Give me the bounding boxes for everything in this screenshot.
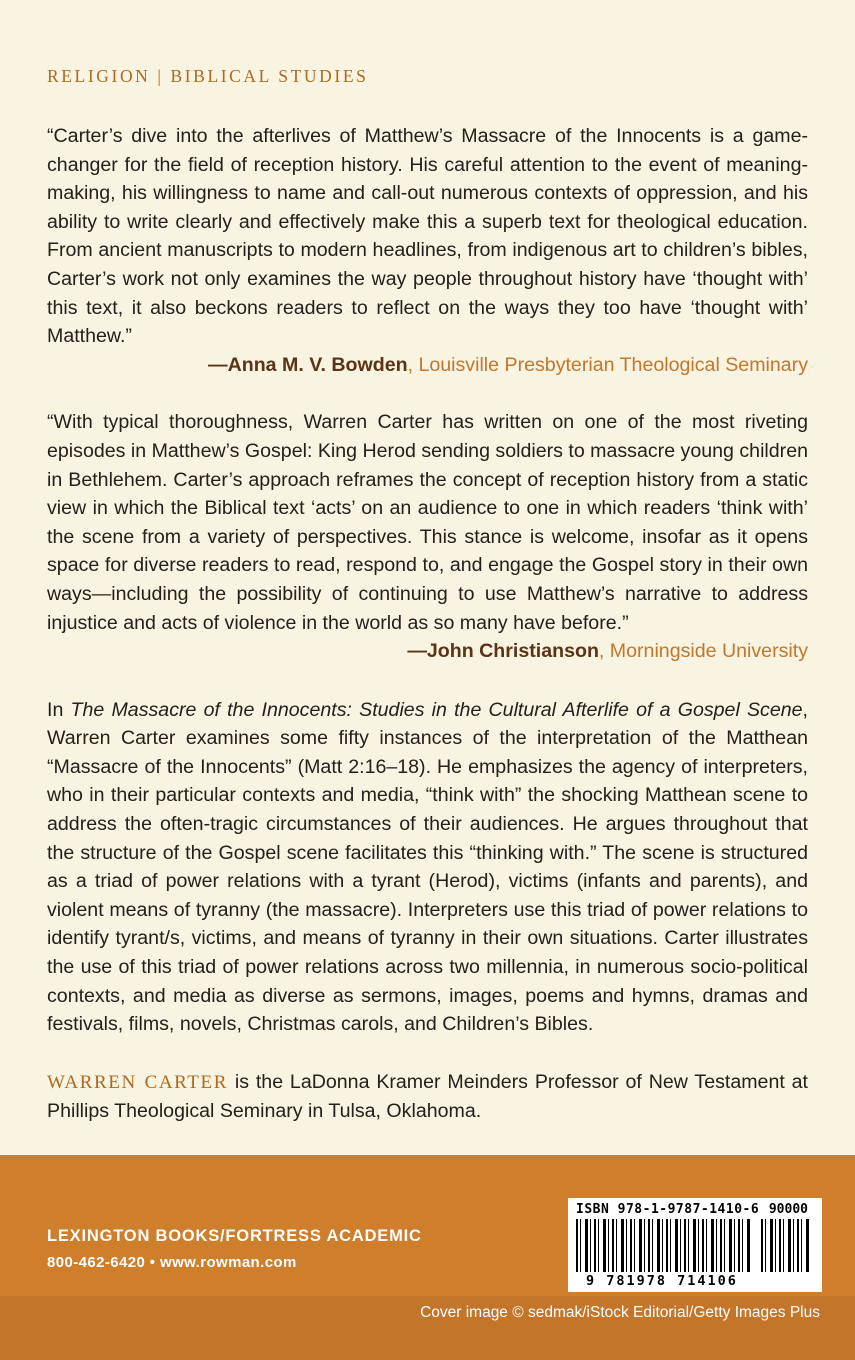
- barcode-top-row: [576, 1202, 814, 1217]
- barcode-digits: 9 781978 714106: [576, 1273, 814, 1289]
- author-bio-text: is the LaDonna Kramer Meinders Professor of New Testament at Phillips Theological Seminary in Tulsa, Oklahoma.: [47, 1070, 808, 1123]
- book-description: [47, 696, 808, 1039]
- blurb-quote-1: “Carter’s dive into the afterlives of Matthew’s Massacre of the Innocents is a game-changer for the field of reception history. His careful attention to the event of meaning-making, his willingness to name and call-out numerous contexts of oppression, and his ability to write clearly and effectively make this a superb text for theological education. From ancient manuscripts to modern headlines, from indigenous art to children’s bibles, Carter’s work not only examines the way people throughout history have ‘thought with’ this text, it also beckons readers to reflect on the ways they too have ‘thought with’ Matthew.”: [47, 125, 808, 348]
- description-prefix: In: [47, 698, 71, 721]
- description-body: , Warren Carter examines some fifty instances of the interpretation of the Matthean “Massacre of the Innocents” (Matt 2:16–18). He emphasizes the agency of interpreters, who in their particular contexts and media, “think with” the shocking Matthean scene to address the often-tragic circumstances of their audiences. He argues throughout that the structure of the Gospel scene facilitates this “thinking with.” The scene is structured as a triad of power relations with a tyrant (Herod), victims (infants and parents), and violent means of tyranny (the massacre). Interpreters use this triad of power relations to identify tyrant/s, victims, and means of tyranny in their own situations. Carter illustrates the use of this triad of power relations across two millennia, in numerous socio-political contexts, and media as diverse as sermons, images, poems and hymns, dramas and festivals, films, novels, Christmas carols, and Children’s Bibles.: [47, 698, 808, 1036]
- attribution-name-2: —John Christianson: [407, 640, 599, 663]
- publisher-block: [47, 1227, 422, 1271]
- author-bio: [47, 1068, 808, 1126]
- isbn-label: ISBN 978-1-9787-1410-6: [576, 1202, 760, 1217]
- barcode-bars-row: [576, 1219, 814, 1272]
- attribution-affiliation-1: , Louisville Presbyterian Theological Seminary: [407, 353, 808, 376]
- barcode-price-code: 90000: [768, 1202, 808, 1217]
- category-header: RELIGION | BIBLICAL STUDIES: [47, 66, 369, 86]
- attribution-name-1: —Anna M. V. Bowden: [207, 353, 408, 376]
- attribution-affiliation-2: , Morningside University: [598, 640, 808, 663]
- blurb-attribution-1: [47, 351, 808, 380]
- bottom-darker-strip: [0, 1296, 855, 1360]
- barcode-bars-icon: [576, 1219, 751, 1272]
- isbn-barcode: [568, 1198, 822, 1292]
- book-title-italic: The Massacre of the Innocents: Studies in the Cultural Afterlife of a Gospel Scene: [70, 698, 803, 721]
- publisher-name: LEXINGTON BOOKS/FORTRESS ACADEMIC: [47, 1227, 422, 1245]
- bottom-orange-band: [0, 1155, 855, 1360]
- publisher-contact: 800-462-6420 • www.rowman.com: [47, 1254, 297, 1271]
- blurb-quote-2: “With typical thoroughness, Warren Carter has written on one of the most riveting episodes in Matthew’s Gospel: King Herod sending soldiers to massacre young children in Bethlehem. Carter’s approach reframes the concept of reception history from a static view in which the Biblical text ‘acts’ on an audience to one in which readers ‘think with’ the scene from a variety of perspectives. This stance is welcome, insofar as it opens space for diverse readers to read, respond to, and engage the Gospel story in their own ways—including the possibility of continuing to use Matthew’s narrative to address injustice and acts of violence in the world as so many have before.”: [47, 411, 808, 634]
- blurb-attribution-2: [47, 637, 808, 666]
- author-name: WARREN CARTER: [47, 1071, 228, 1093]
- barcode-addon-bars-icon: [761, 1219, 809, 1272]
- cover-image-credit: Cover image © sedmak/iStock Editorial/Getty Images Plus: [420, 1304, 820, 1321]
